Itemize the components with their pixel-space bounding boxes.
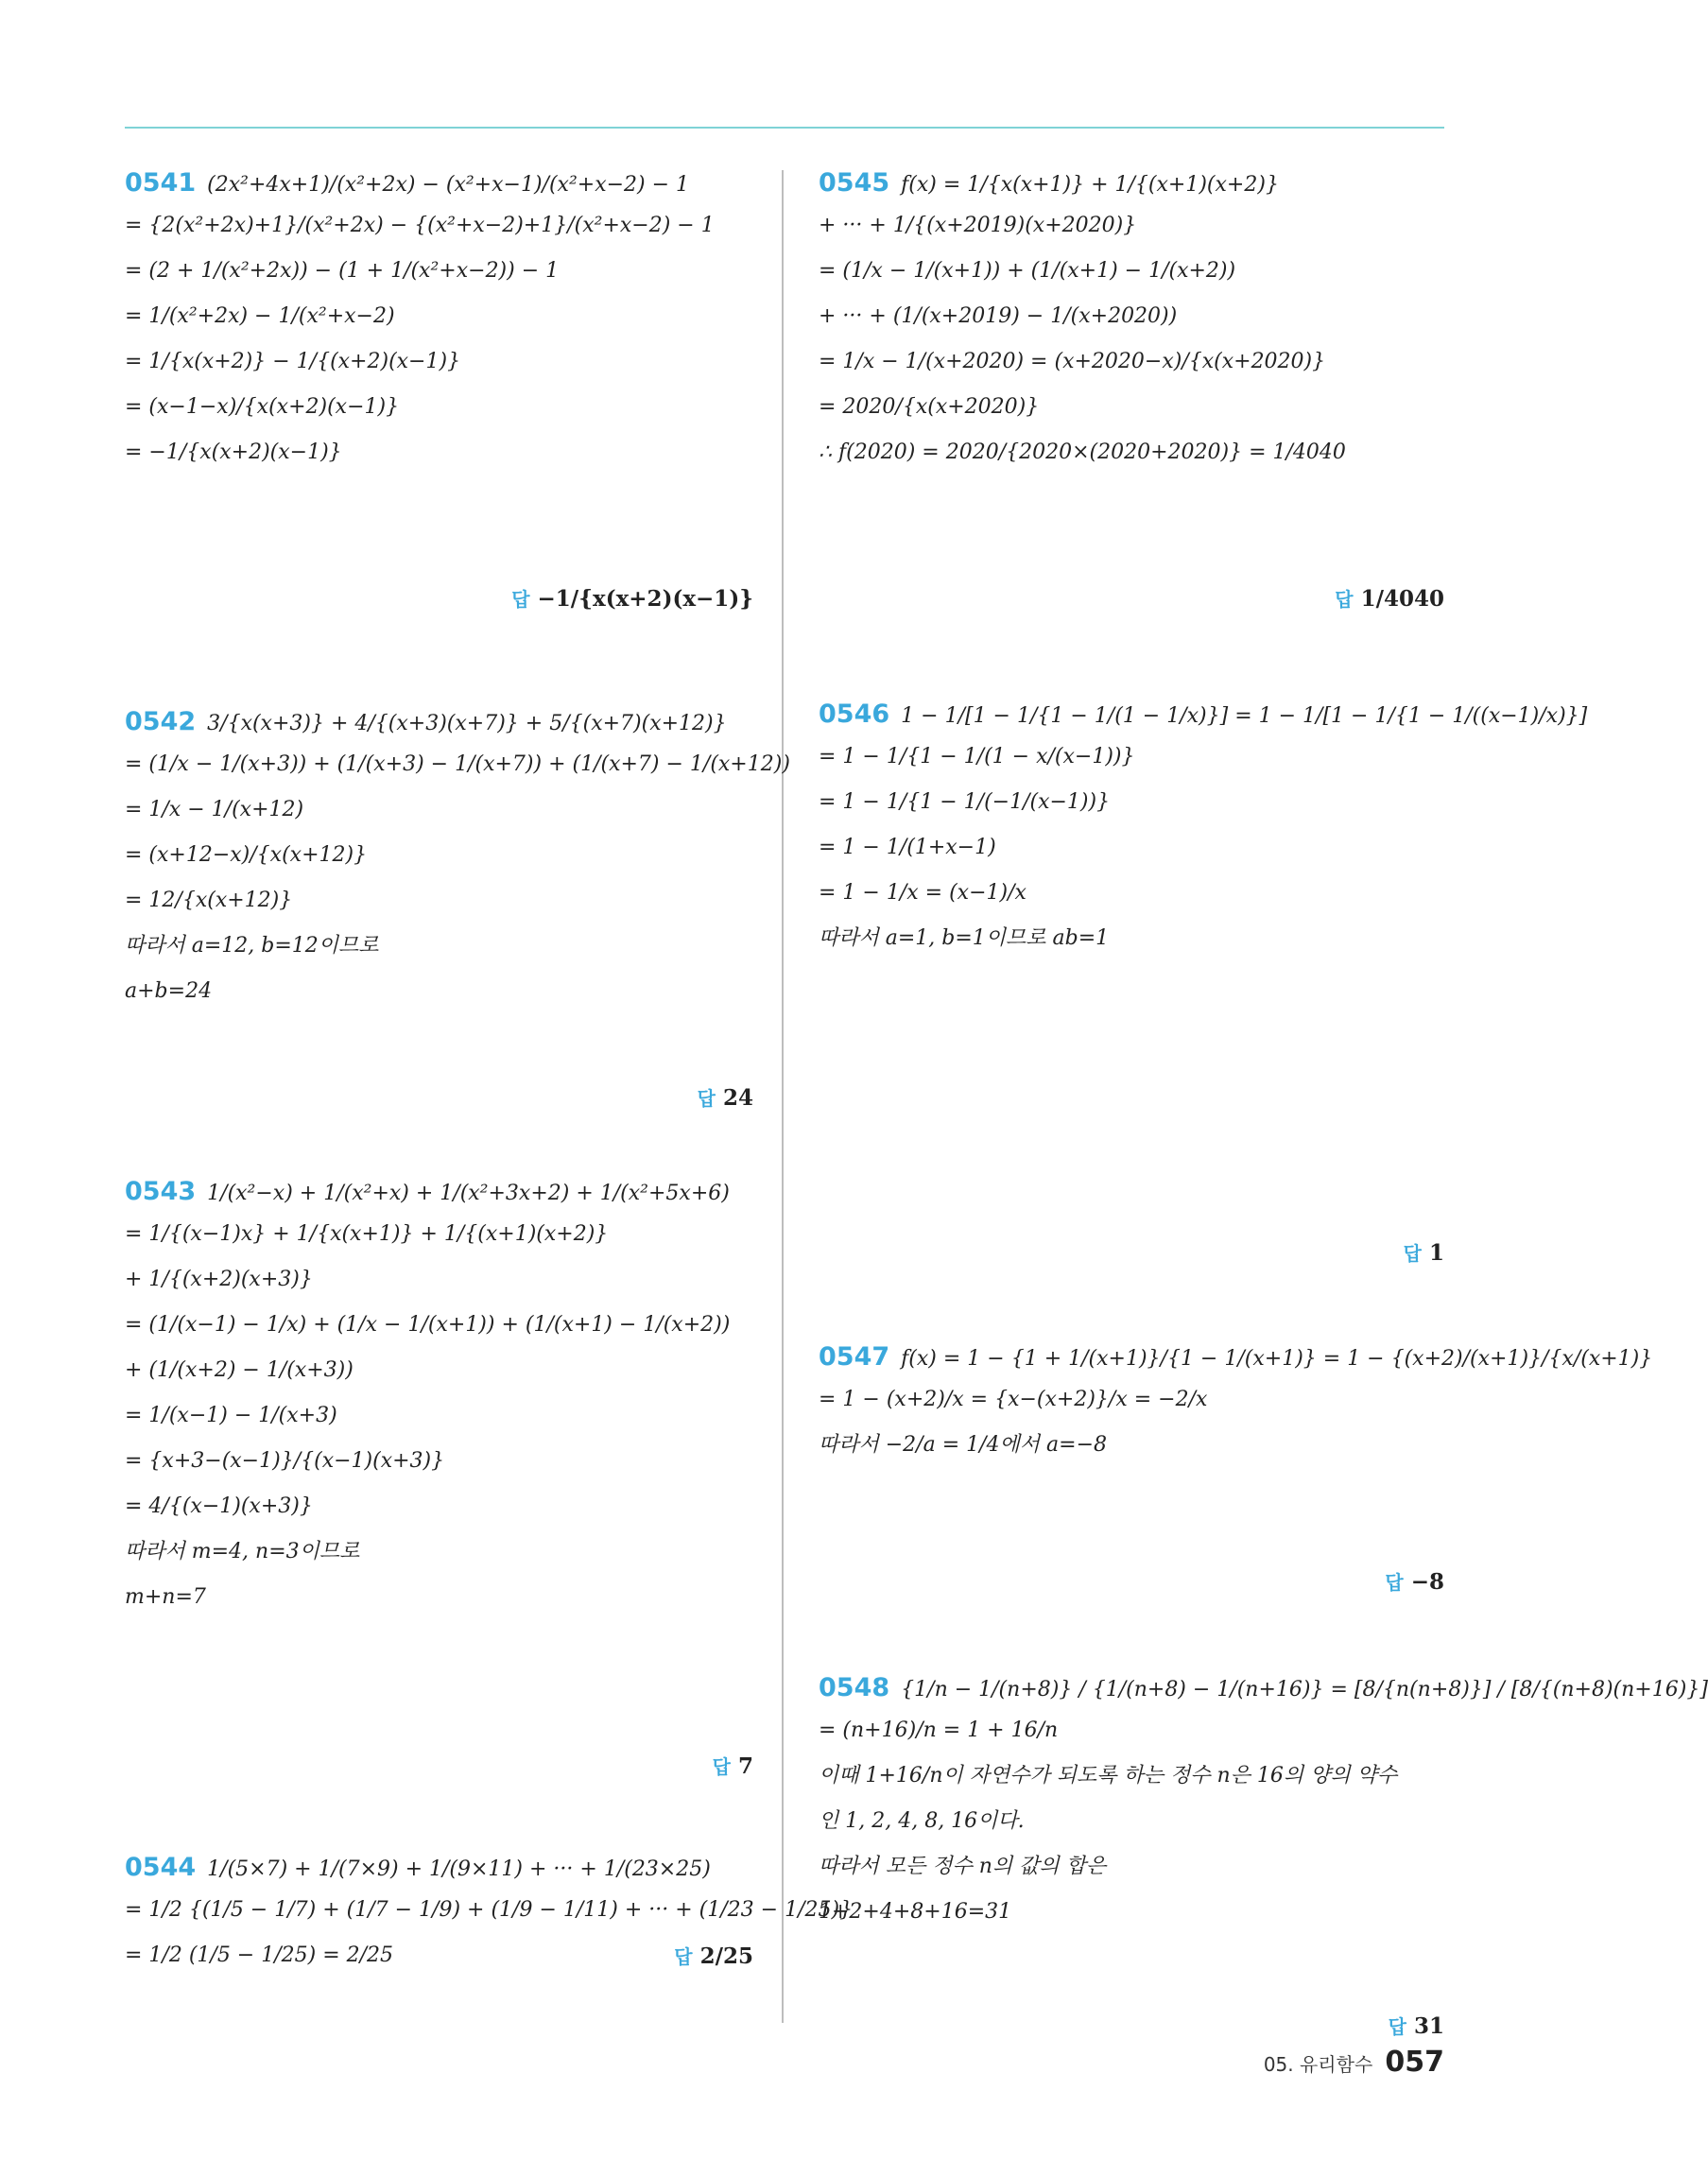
- math-expression: = 1/(x−1) − 1/(x+3): [125, 1404, 337, 1427]
- solution-line: [125, 259, 753, 284]
- math-expression: = 4/{(x−1)(x+3)}: [125, 1494, 313, 1518]
- answer: [713, 1752, 753, 1779]
- problem-number: 0541: [125, 168, 197, 198]
- math-expression: 1/(5×7) + 1/(7×9) + 1/(9×11) + ··· + 1/(23×25): [207, 1857, 711, 1881]
- math-expression: 1 − 1/[1 − 1/{1 − 1/(1 − 1/x)}] = 1 − 1/[1 − 1/{1 − 1/((x−1)/x)}]: [901, 704, 1588, 728]
- solution-line: [125, 1222, 753, 1247]
- math-expression: = 12/{x(x+12)}: [125, 889, 293, 912]
- problem-number: 0547: [819, 1342, 890, 1372]
- problem-number: 0544: [125, 1853, 197, 1882]
- math-expression: f(x) = 1 − {1 + 1/(x+1)}/{1 − 1/(x+1)} = 1 − {(x+2)/(x+1)}/{x/(x+1)}: [901, 1347, 1653, 1371]
- page-footer: [1264, 2046, 1444, 2079]
- math-expression: 따라서 a=12, b=12이므로: [125, 934, 379, 958]
- answer: [511, 584, 753, 612]
- solution-line: [125, 1404, 753, 1428]
- math-expression: m+n=7: [125, 1585, 206, 1609]
- math-expression: 이때 1+16/n이 자연수가 되도록 하는 정수 n은 16의 양의 약수: [819, 1764, 1398, 1788]
- solution-line: [819, 790, 1444, 815]
- answer: [698, 1083, 753, 1111]
- problem-number: 0548: [819, 1673, 890, 1702]
- math-expression: = 1/{x(x+2)} − 1/{(x+2)(x−1)}: [125, 350, 461, 373]
- problem-first-line: [125, 168, 753, 199]
- solution-line: [125, 934, 753, 959]
- problem-first-line: [819, 168, 1444, 199]
- math-expression: {1/n − 1/(n+8)} / {1/(n+8) − 1/(n+16)} = [8/{n(n+8)}] / [8/{(n+8)(n+16)}]: [901, 1678, 1708, 1701]
- solution-line: [125, 889, 753, 913]
- problem-number: 0543: [125, 1177, 197, 1206]
- solution-line: [819, 440, 1444, 465]
- solution-line: [125, 1540, 753, 1564]
- answer-label: 답: [1388, 2015, 1406, 2038]
- solution-line: [125, 843, 753, 868]
- math-expression: = (1/x − 1/(x+1)) + (1/(x+1) − 1/(x+2)): [819, 259, 1236, 283]
- problem-first-line: [125, 1853, 753, 1883]
- math-expression: = 1/2 {(1/5 − 1/7) + (1/7 − 1/9) + (1/9 − 1/11) + ··· + (1/23 − 1/25)}: [125, 1898, 854, 1922]
- solution-line: [125, 798, 753, 822]
- math-expression: = −1/{x(x+2)(x−1)}: [125, 440, 342, 464]
- solution-line: [125, 395, 753, 420]
- answer: [674, 1942, 753, 1969]
- solution-line: [819, 836, 1444, 860]
- math-expression: = 1 − (x+2)/x = {x−(x+2)}/x = −2/x: [819, 1388, 1208, 1411]
- answer-value: 7: [737, 1753, 753, 1779]
- solution-line: [819, 1719, 1444, 1743]
- answer-label: 답: [1385, 1571, 1404, 1594]
- chapter-label: 05. 유리함수: [1263, 2053, 1373, 2076]
- answer: [1335, 584, 1444, 612]
- answer-label: 답: [712, 1755, 731, 1778]
- top-rule: [125, 127, 1444, 129]
- solution-line: [819, 214, 1444, 238]
- math-expression: = (n+16)/n = 1 + 16/n: [819, 1719, 1059, 1742]
- answer-value: −8: [1410, 1569, 1444, 1595]
- answer-value: 2/25: [699, 1943, 753, 1969]
- math-expression: 따라서 m=4, n=3이므로: [125, 1540, 360, 1563]
- math-expression: 따라서 모든 정수 n의 값의 합은: [819, 1855, 1107, 1878]
- answer-label: 답: [1403, 1242, 1422, 1265]
- solution-line: [819, 926, 1444, 951]
- solution-line: [819, 350, 1444, 374]
- math-expression: + 1/{(x+2)(x+3)}: [125, 1268, 313, 1291]
- solution-line: [819, 1900, 1444, 1925]
- problem-number: 0545: [819, 168, 890, 198]
- solution-line: [125, 1268, 753, 1292]
- math-expression: = (2 + 1/(x²+2x)) − (1 + 1/(x²+x−2)) − 1: [125, 259, 560, 283]
- solution-line: [125, 1898, 854, 1923]
- answer-value: 1: [1428, 1240, 1444, 1266]
- solution-line: [125, 979, 753, 1004]
- problem-first-line: [125, 1177, 753, 1207]
- answer-label: 답: [1335, 588, 1354, 611]
- math-expression: = 1/{(x−1)x} + 1/{x(x+1)} + 1/{(x+1)(x+2)}: [125, 1222, 609, 1246]
- solution-line: [125, 1313, 753, 1338]
- math-expression: = (x+12−x)/{x(x+12)}: [125, 843, 368, 867]
- math-expression: = 1 − 1/{1 − 1/(−1/(x−1))}: [819, 790, 1111, 814]
- math-expression: ∴ f(2020) = 2020/{2020×(2020+2020)} = 1/4040: [819, 440, 1346, 464]
- math-expression: = (1/(x−1) − 1/x) + (1/x − 1/(x+1)) + (1/(x+1) − 1/(x+2)): [125, 1313, 731, 1337]
- math-expression: = 1/x − 1/(x+2020) = (x+2020−x)/{x(x+2020)}: [819, 350, 1326, 373]
- solution-line: [125, 1943, 753, 1968]
- solution-line: [819, 745, 1444, 769]
- math-expression: = (x−1−x)/{x(x+2)(x−1)}: [125, 395, 400, 419]
- solution-line: [125, 440, 753, 465]
- solution-line: [125, 752, 790, 777]
- answer: [1404, 1238, 1444, 1266]
- answer-label: 답: [697, 1087, 716, 1110]
- solution-line: [125, 1585, 753, 1610]
- solution-line: [819, 1809, 1444, 1834]
- solution-line: [125, 1358, 753, 1383]
- math-expression: = (1/x − 1/(x+3)) + (1/(x+3) − 1/(x+7)) + (1/(x+7) − 1/(x+12)): [125, 752, 790, 776]
- solution-line: [125, 1449, 753, 1474]
- problem-number: 0546: [819, 700, 890, 729]
- solution-line: [819, 1433, 1444, 1458]
- math-expression: = {2(x²+2x)+1}/(x²+2x) − {(x²+x−2)+1}/(x²+x−2) − 1: [125, 214, 715, 237]
- math-expression: 인 1, 2, 4, 8, 16이다.: [819, 1809, 1025, 1833]
- solution-line: [125, 1494, 753, 1519]
- math-expression: 1/(x²−x) + 1/(x²+x) + 1/(x²+3x+2) + 1/(x²+5x+6): [207, 1182, 730, 1205]
- problem-number: 0542: [125, 707, 197, 736]
- column-divider: [782, 170, 784, 2023]
- math-expression: = 1 − 1/(1+x−1): [819, 836, 996, 859]
- solution-line: [819, 1388, 1444, 1412]
- solution-line: [819, 1764, 1444, 1788]
- solution-line: [819, 881, 1444, 906]
- answer-value: 24: [722, 1085, 753, 1111]
- math-expression: (2x²+4x+1)/(x²+2x) − (x²+x−1)/(x²+x−2) − 1: [207, 173, 690, 197]
- math-expression: 1+2+4+8+16=31: [819, 1900, 1012, 1924]
- solution-line: [125, 214, 753, 238]
- answer: [1389, 2012, 1444, 2039]
- math-expression: = 1 − 1/{1 − 1/(1 − x/(x−1))}: [819, 745, 1135, 769]
- problem-first-line: [819, 1342, 1653, 1373]
- solution-line: [819, 395, 1444, 420]
- answer-value: −1/{x(x+2)(x−1)}: [537, 586, 753, 612]
- math-expression: + (1/(x+2) − 1/(x+3)): [125, 1358, 354, 1382]
- solution-line: [125, 350, 753, 374]
- math-expression: a+b=24: [125, 979, 213, 1003]
- math-expression: = 2020/{x(x+2020)}: [819, 395, 1040, 419]
- page-number: 057: [1385, 2046, 1444, 2079]
- solution-line: [819, 304, 1444, 329]
- answer-value: 1/4040: [1360, 586, 1444, 612]
- problem-first-line: [819, 700, 1588, 730]
- math-expression: = {x+3−(x−1)}/{(x−1)(x+3)}: [125, 1449, 445, 1473]
- math-expression: = 1/(x²+2x) − 1/(x²+x−2): [125, 304, 395, 328]
- math-expression: + ··· + 1/{(x+2019)(x+2020)}: [819, 214, 1137, 237]
- math-expression: = 1/2 (1/5 − 1/25) = 2/25: [125, 1943, 394, 1967]
- math-expression: = 1 − 1/x = (x−1)/x: [819, 881, 1027, 905]
- answer-label: 답: [674, 1945, 693, 1968]
- answer-value: 31: [1413, 2013, 1444, 2039]
- math-expression: + ··· + (1/(x+2019) − 1/(x+2020)): [819, 304, 1178, 328]
- solution-line: [125, 304, 753, 329]
- math-expression: 따라서 a=1, b=1이므로 ab=1: [819, 926, 1110, 950]
- problem-first-line: [125, 707, 753, 737]
- solution-line: [819, 259, 1444, 284]
- math-expression: 3/{x(x+3)} + 4/{(x+3)(x+7)} + 5/{(x+7)(x+12)}: [207, 712, 727, 735]
- problem-first-line: [819, 1673, 1708, 1703]
- math-expression: 따라서 −2/a = 1/4에서 a=−8: [819, 1433, 1108, 1457]
- answer: [1385, 1567, 1444, 1595]
- answer-label: 답: [511, 588, 530, 611]
- math-expression: f(x) = 1/{x(x+1)} + 1/{(x+1)(x+2)}: [901, 173, 1279, 197]
- math-expression: = 1/x − 1/(x+12): [125, 798, 304, 821]
- solution-line: [819, 1855, 1444, 1879]
